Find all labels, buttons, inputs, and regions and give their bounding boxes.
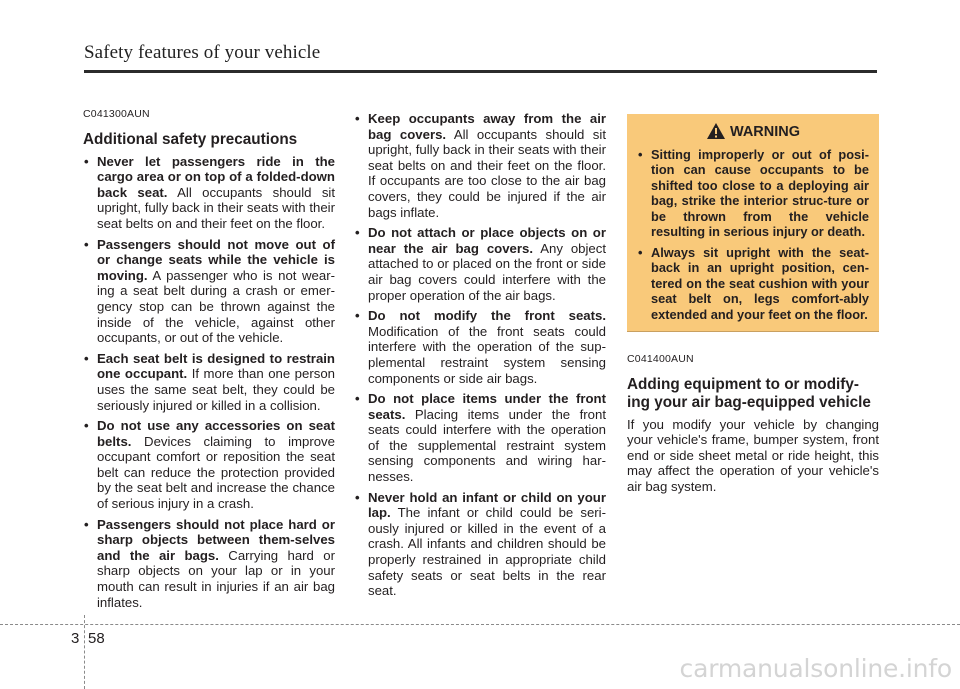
list-item-text: If more than one person uses the same seat belt, they could be seriously injured or killed in a collision. [97, 366, 336, 413]
footer-divider [84, 615, 85, 689]
list-item-text: Modification of the front seats could interfere with the operation of the sup-plemental restraint system sensing components or side air bags. [368, 323, 606, 386]
list-item-bold: Never hold an infant or child on your lap. [368, 489, 606, 521]
section-code: C041300AUN [83, 108, 150, 120]
section-2 [627, 352, 879, 495]
list-item-bold: Never let passengers ride in the cargo area or on top of a folded-down back seat. [97, 153, 335, 200]
list-item-bold: Do not attach or place objects on or near the air bag covers. [368, 225, 606, 256]
list-item-bold: Each seat belt is designed to restrain one occupant. [97, 350, 335, 382]
list-item-bold: Do not use any accessories on seat belts. [97, 418, 335, 449]
list-item [83, 351, 335, 413]
list-item-bold: Passengers should not move out of or change seats while the vehicle is moving. [97, 236, 335, 283]
list-item [83, 517, 335, 611]
list-item-bold: Do not modify the front seats. [368, 308, 606, 324]
column-3 [627, 114, 879, 495]
list-item-text: All occupants should sit upright, fully back in their seats with their seat belts on and their feet on the floor. If occupants are too close to the air bag covers, they could be injured if the air bags inflate. [368, 126, 606, 220]
list-item-bold: Passengers should not place hard or sharp objects between them-selves and the air bags. [97, 516, 335, 563]
list-item [83, 154, 335, 232]
warning-title: WARNING [729, 124, 801, 140]
precautions-list-continued [354, 111, 606, 599]
list-item-text: Any object attached to or placed on the front or side air bag covers could interfere with the proper operation of the air bags. [368, 240, 607, 303]
list-item-text: Devices claiming to improve occupant comfort or reposition the seat belt can reduce the protection provided by the seat belt and increase the chance of serious injury in a crash. [97, 433, 335, 512]
list-item-text: Placing items under the front seats could interfere with the operation of the supplemental restraint system sensing components and wiring har-nesses. [368, 406, 606, 485]
warning-list [637, 147, 869, 323]
footer-rule [0, 624, 960, 625]
warning-header [637, 122, 869, 144]
warning-box [627, 114, 879, 332]
page-header-title: Safety features of your vehicle [84, 42, 321, 63]
section-heading: Additional safety precautions [83, 130, 298, 148]
list-item [354, 308, 606, 386]
precautions-list [83, 154, 335, 611]
list-item-bold: Keep occupants away from the air bag covers. [368, 111, 606, 142]
section-body: If you modify your vehicle by changing your vehicle's frame, bumper system, front end or side sheet metal or ride height, this may affect the operation of your vehicle's air bag system. [627, 416, 879, 495]
chapter-number: 3 [71, 630, 80, 647]
page-number: 58 [88, 630, 105, 647]
header-rule [84, 70, 877, 73]
column-1 [83, 107, 335, 615]
list-item [354, 391, 606, 485]
watermark: carmanualsonline.info [679, 654, 952, 683]
list-item [354, 111, 606, 220]
list-item-bold: Do not place items under the front seats. [368, 391, 606, 422]
list-item [83, 237, 335, 346]
warning-item: • Always sit upright with the seat-back in an upright position, cen-tered on the seat cushion with your seat belt on, legs comfort-ably extended and your feet on the floor. [637, 245, 869, 323]
list-item [354, 225, 606, 303]
section-heading: Adding equipment to or modify-ing your air bag-equipped vehicle [627, 375, 871, 411]
list-item-text: A passenger who is not wear-ing a seat belt during a crash or emer-gency stop can be thrown against the inside of the vehicle, against other occupants, or out of the vehicle. [97, 267, 335, 346]
column-2 [354, 111, 606, 604]
list-item-text: The infant or child could be seri-ously injured or killed in the event of a crash. All infants and children should be properly restrained in appropriate child safety seats or seat belts in the rear seat. [368, 505, 606, 599]
section-code: C041400AUN [627, 353, 694, 366]
warning-triangle-icon [706, 122, 726, 144]
list-item [83, 418, 335, 512]
list-item-text: All occupants should sit upright, fully back in their seats with their seat belts on and their feet on the floor. [97, 184, 336, 231]
list-item [354, 490, 606, 599]
list-item-text: Carrying hard or sharp objects on your lap or in your mouth can result in injuries if an air bag inflates. [97, 547, 335, 610]
warning-item: • Sitting improperly or out of posi-tion can cause occupants to be shifted too close to a deploying air bag, strike the interior struc-ture or be thrown from the vehicle resulting in serious injury or death. [637, 147, 869, 240]
